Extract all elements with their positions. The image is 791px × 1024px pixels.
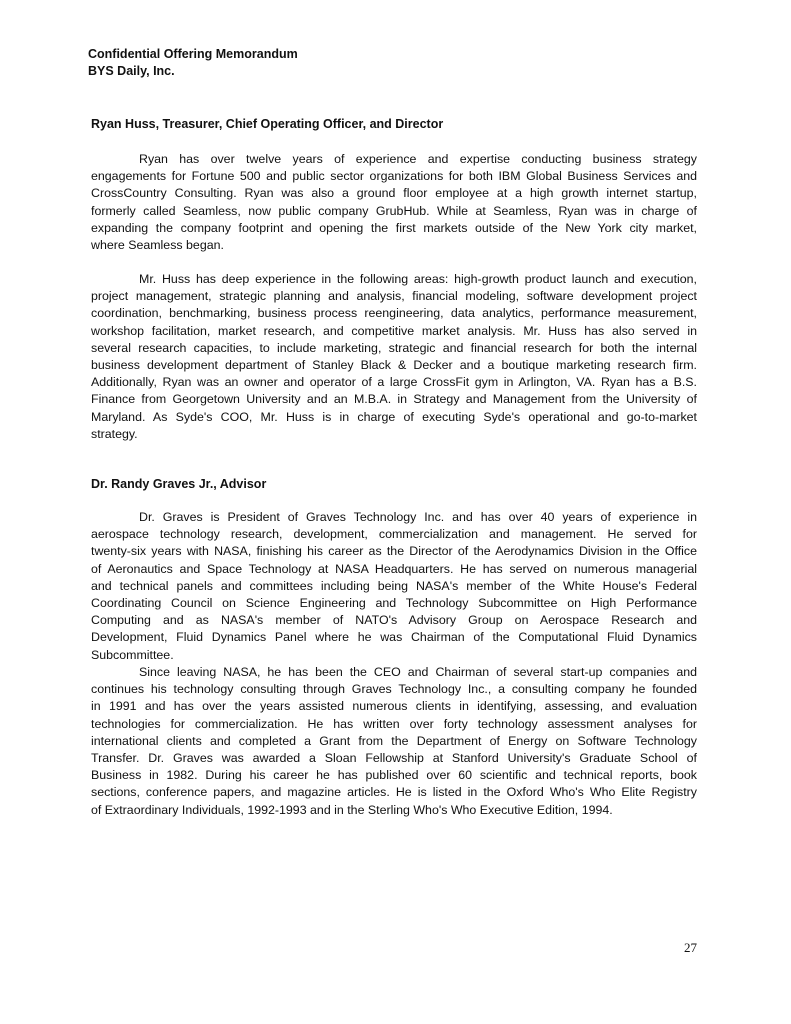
paragraph-line: Ryan has over twelve years of experience and expertise conducting business strategy bbox=[139, 152, 697, 166]
paragraph-line: project management, strategic planning and analysis, financial modeling, software development project bbox=[91, 289, 697, 304]
section-heading-ryan-huss: Ryan Huss, Treasurer, Chief Operating Officer, and Director bbox=[91, 117, 444, 131]
paragraph-line: Subcommittee. bbox=[91, 647, 174, 662]
paragraph-line: twenty-six years with NASA, finishing his career as the Director of the Aerodynamics Division in the Office bbox=[91, 544, 697, 559]
paragraph-line: Mr. Huss has deep experience in the following areas: high-growth product launch and execution, bbox=[139, 272, 697, 286]
section-heading-randy-graves: Dr. Randy Graves Jr., Advisor bbox=[91, 477, 267, 491]
document-header-title: Confidential Offering Memorandum bbox=[88, 47, 298, 61]
paragraph-line: Since leaving NASA, he has been the CEO and Chairman of several start-up companies and bbox=[139, 665, 697, 679]
paragraph-line: several research capacities, to include marketing, strategic and financial research for both the internal bbox=[91, 340, 697, 355]
paragraph-line: continues his technology consulting through Graves Technology Inc., a consulting company he founded bbox=[91, 682, 697, 697]
paragraph-line: international clients and completed a Grant from the Department of Energy on Software Technology bbox=[91, 733, 697, 748]
paragraph-line: sections, conference papers, and magazine articles. He is listed in the Oxford Who's Who Elite Registry bbox=[91, 785, 697, 800]
bio-paragraph bbox=[91, 271, 697, 443]
bio-paragraph bbox=[91, 664, 697, 819]
paragraph-line: expanding the company footprint and opening the first markets outside of the New York city market, bbox=[91, 220, 697, 235]
paragraph-line: Maryland. As Syde's COO, Mr. Huss is in charge of executing Syde's operational and go-to-market bbox=[91, 409, 697, 424]
paragraph-line: and technical panels and committees including being NASA's member of the White House's Federal bbox=[91, 578, 697, 593]
document-header-company: BYS Daily, Inc. bbox=[88, 64, 175, 78]
paragraph-line: aerospace technology research, development, commercialization and management. He served for bbox=[91, 527, 697, 542]
paragraph-line: engagements for Fortune 500 and public sector organizations for both IBM Global Business Services and bbox=[91, 169, 697, 184]
paragraph-line: of Aeronautics and Space Technology at NASA Headquarters. He has served on numerous managerial bbox=[91, 561, 697, 576]
paragraph-line: Dr. Graves is President of Graves Technology Inc. and has over 40 years of experience in bbox=[139, 510, 697, 524]
paragraph-line: workshop facilitation, market research, and competitive market analysis. Mr. Huss has also served in bbox=[91, 323, 697, 338]
paragraph-line: Additionally, Ryan was an owner and operator of a large CrossFit gym in Arlington, VA. Ryan has a B.S. bbox=[91, 375, 697, 390]
paragraph-line: technologies for commercialization. He has written over forty technology assessment analyses for bbox=[91, 716, 697, 731]
page-number: 27 bbox=[684, 940, 697, 955]
paragraph-line: Development, Fluid Dynamics Panel where he was Chairman of the Computational Fluid Dynamics bbox=[91, 630, 697, 645]
paragraph-line: of Extraordinary Individuals, 1992-1993 and in the Sterling Who's Who Executive Edition, 1994. bbox=[91, 802, 613, 817]
paragraph-line: in 1991 and has over the years assisted numerous clients in identifying, assessing, and evaluation bbox=[91, 699, 697, 714]
paragraph-line: Transfer. Dr. Graves was awarded a Sloan Fellowship at Stanford University's Graduate School of bbox=[91, 750, 697, 765]
bio-paragraph bbox=[91, 151, 697, 254]
paragraph-line: where Seamless began. bbox=[91, 237, 224, 252]
paragraph-line: strategy. bbox=[91, 426, 138, 441]
paragraph-line: Computing and as NASA's member of NATO's Advisory Group on Aerospace Research and bbox=[91, 613, 697, 628]
paragraph-line: Finance from Georgetown University and an M.B.A. in Strategy and Management from the University of bbox=[91, 392, 697, 407]
paragraph-line: formerly called Seamless, now public company GrubHub. While at Seamless, Ryan was in charge of bbox=[91, 203, 697, 218]
paragraph-line: Business in 1982. During his career he has published over 60 scientific and technical reports, book bbox=[91, 768, 697, 783]
bio-paragraph bbox=[91, 509, 697, 664]
paragraph-line: coordination, benchmarking, business process reengineering, data analytics, performance measurement, bbox=[91, 306, 697, 321]
paragraph-line: Coordinating Council on Science Engineering and Technology Subcommittee on High Performance bbox=[91, 595, 697, 610]
paragraph-line: business development department of Stanley Black & Decker and a boutique marketing research firm. bbox=[91, 357, 697, 372]
paragraph-line: CrossCountry Consulting. Ryan was also a ground floor employee at a high growth internet startup, bbox=[91, 186, 697, 201]
